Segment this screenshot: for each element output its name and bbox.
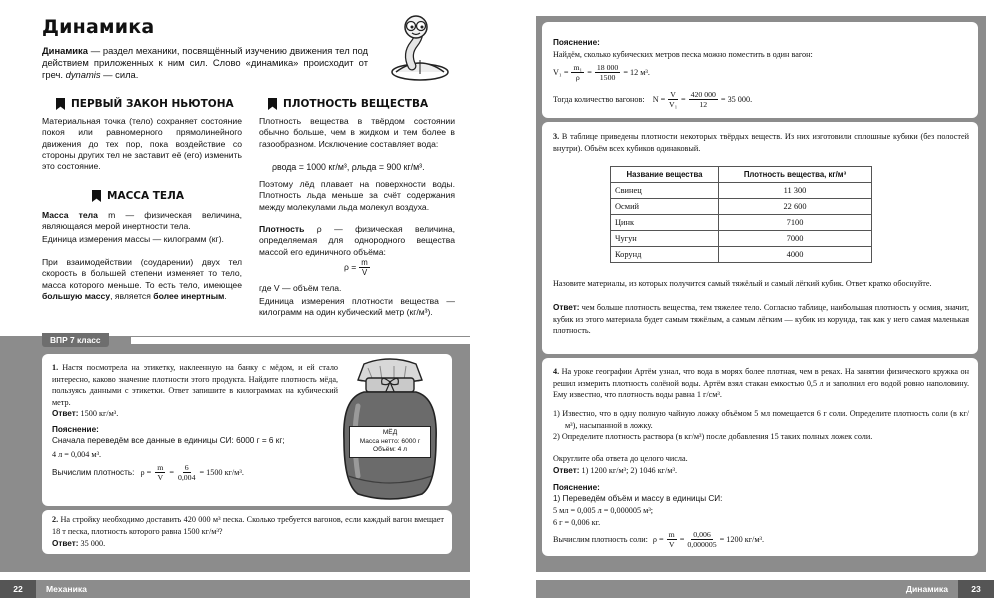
task-1-answer <box>52 408 118 420</box>
f1-d2: 1500 <box>599 73 616 82</box>
task-1-number: 1. <box>52 363 59 372</box>
formula-rho: ρ = <box>344 261 357 272</box>
task-4-calc: Вычислим плотность соли: ρ = $\frac{m}{V}$ = $\frac{0,006}{0,000005}$ = 1200 кг/м³. <box>553 530 765 549</box>
task-1-expl-1: Сначала переведём все данные в единицы СИ: 6000 г = 6 кг; <box>52 436 285 445</box>
footer-section-right: Динамика <box>905 584 948 594</box>
section-mass-title <box>92 190 184 202</box>
page-number-right: 23 <box>958 580 994 598</box>
table-row <box>611 183 872 199</box>
task-4-answer <box>553 465 677 477</box>
section-density-title <box>268 98 428 110</box>
section-mass-label: МАССА ТЕЛА <box>107 190 184 202</box>
substance-name: Цинк <box>611 215 719 231</box>
mass-unit: Единица измерения массы — килограмм (кг). <box>42 234 224 244</box>
intro-text: — раздел механики, посвящённый изучению движения тел под действием приложенных к ним сил. Слово «динамика» происходит от греч. <box>42 45 368 81</box>
footer-section-left: Механика <box>46 584 87 594</box>
t1-den2: 0,004 <box>177 473 196 482</box>
f2-d1: V₁ <box>668 100 678 109</box>
substance-density: 7000 <box>719 231 872 247</box>
bookmark-icon <box>56 98 65 110</box>
density-intro: Плотность вещества в твёрдом состоянии обычно больше, чем в жидком и тем более в газообразном. Исключение составляет вода: <box>259 116 455 149</box>
section-newton-title <box>56 98 234 110</box>
task-2-text <box>52 514 444 537</box>
density-unit: Единица измерения плотности вещества — килограмм на один кубический метр (кг/м³). <box>259 296 455 318</box>
mass-term: Масса тела <box>42 210 98 220</box>
f2-n1: V <box>670 90 676 99</box>
table-row <box>611 215 872 231</box>
task-3-text <box>553 131 969 154</box>
f1-n2: 18 000 <box>596 63 619 72</box>
f2-lhs: N = <box>652 94 666 104</box>
formula-denominator: V <box>361 268 368 277</box>
mass-def: m — физическая величина, являющаяся мерой инертности тела. <box>42 210 242 232</box>
bookmark-icon <box>92 190 101 202</box>
water-ice-densities: ρвода = 1000 кг/м³, ρльда = 900 кг/м³. <box>272 162 425 172</box>
ice-floats-text: Поэтому лёд плавает на поверхности воды. Плотность льда меньше за счёт содержания между молекулами льда молекул воздуха. <box>259 179 455 212</box>
f2-d2: 12 <box>699 100 708 109</box>
task-1-text <box>52 362 338 408</box>
t4-d1: V <box>668 540 675 549</box>
t1-den1: V <box>157 473 164 482</box>
mass-definition <box>42 210 242 233</box>
task-3-question: В таблице приведены плотности некоторых твёрдых веществ. Из них изготовили сплошные кубики (без полостей внутри). Объём всех кубиков одинаковый. <box>553 132 969 153</box>
f1-d1: ρ <box>575 73 580 82</box>
task-4-number: 4. <box>553 367 560 376</box>
substance-name: Корунд <box>611 247 719 263</box>
t4-n1: m <box>668 530 675 539</box>
t4-n2: 0,006 <box>693 530 711 539</box>
task-2-answer <box>52 538 105 550</box>
section-density-label: ПЛОТНОСТЬ ВЕЩЕСТВА <box>283 98 429 110</box>
substance-density: 11 300 <box>719 183 872 199</box>
table-row <box>611 231 872 247</box>
task-3-number: 3. <box>553 132 560 141</box>
task-1-question: Настя посмотрела на этикетку, наклеенную на банку с мёдом, и ей стало интересно, каково значение плотности этого продукта. Найдите плотность мёда, пользуясь данными с этикетки. Ответ запишите в килограммах на кубический метр. <box>52 363 338 407</box>
task-4-expl-3: 6 г = 0,006 кг. <box>553 518 601 527</box>
vpr-label: ВПР 7 класс <box>42 333 109 347</box>
section-newton-label: ПЕРВЫЙ ЗАКОН НЬЮТОНА <box>71 98 234 110</box>
t1-num2: 6 <box>184 463 189 472</box>
task-3-answer-label: Ответ: <box>553 303 580 312</box>
task-4-text <box>553 366 969 401</box>
bookworm-illustration <box>386 14 454 84</box>
t4-res: = 1200 кг/м³. <box>719 534 765 544</box>
task-1-answer-label: Ответ: <box>52 409 79 418</box>
vpr-top-strip <box>131 337 471 344</box>
f1-lhs: V₁ = <box>553 67 569 77</box>
t4-d2: 0,000005 <box>687 540 717 549</box>
task-4-q1: 1) Известно, что в одну полную чайную ложку объёмом 5 мл помещается 6 г соли. Определите плотность соли (в кг/м³), насыпанной в ложку. <box>553 409 969 430</box>
f2-res: = 35 000. <box>720 94 753 104</box>
mass-bold-1: большую массу <box>42 290 111 301</box>
task-4-q2: 2) Определите плотность раствора (в кг/м³) после добавления 15 таких полных ложек соли. <box>553 432 873 441</box>
page-title: Динамика <box>42 16 155 38</box>
expl-text-2: Тогда количество вагонов: <box>553 94 645 104</box>
t1-num1: m <box>157 463 164 472</box>
task-4-answer-value: 1) 1200 кг/м³; 2) 1046 кг/м³. <box>579 466 677 475</box>
footer-left <box>0 580 470 598</box>
mass-text-3: . <box>224 290 227 301</box>
task-3-answer-value: чем больше плотность вещества, тем тяжелее тело. Согласно таблице, наибольшая плотность у осмия, значит, кубик из этого материала будет самым тяжёлым, а самым лёгким — кубик из корунда, так как у него самая маленькая плотность. <box>553 303 969 336</box>
bookmark-icon <box>268 98 277 110</box>
jar-label-mass: Масса нетто: 6000 г <box>359 437 421 445</box>
expl-formula-1: V₁ = $\frac{\text{m₁}}{\rho}$ = $\frac{18 000}{1500}$ = 12 м³. <box>553 63 650 82</box>
newton-law-text: Материальная точка (тело) сохраняет состояние покоя или равномерного прямолинейного движения до тех пор, пока воздействие со стороны других тел не заставит её (его) изменить это состояние. <box>42 116 242 172</box>
task-4-calc-label: Вычислим плотность соли: <box>553 534 648 544</box>
density-table <box>610 166 872 263</box>
task-4-round: Округлите оба ответа до целого числа. <box>553 454 688 463</box>
task-1-calc: Вычислим плотность: ρ = $\frac{m}{V}$ = $\frac{6}{0,004}$ = 1500 кг/м³. <box>52 463 244 482</box>
mass-text-1: При взаимодействии (соударении) двух тел скорость в большей степени изменяет то тело, масса которого меньше. То есть тело, имеющее <box>42 257 242 290</box>
expl-formula-2: Тогда количество вагонов: N = $\frac{V}{\text{V₁}}$ = $\frac{420 000}{12}$ = 35 000. <box>553 90 753 109</box>
intro-tail: — сила. <box>100 69 139 81</box>
substance-density: 7100 <box>719 215 872 231</box>
density-definition <box>259 224 455 258</box>
substance-name: Свинец <box>611 183 719 199</box>
task-1-expl-2: 4 л = 0,004 м³. <box>52 450 102 459</box>
task-1-expl-label: Пояснение: <box>52 425 99 434</box>
expl-text-1: Найдём, сколько кубических метров песка можно поместить в один вагон: <box>553 50 813 59</box>
task-3-prompt: Назовите материалы, из которых получится самый тяжёлый и самый лёгкий кубик. Ответ кратко обоснуйте. <box>553 279 932 288</box>
task-2-answer-value: 35 000. <box>78 539 106 548</box>
jar-label-title: МЁД <box>382 429 398 436</box>
table-row <box>611 199 872 215</box>
f2-n2: 420 000 <box>690 90 716 99</box>
task-1-calc-label: Вычислим плотность: <box>52 467 135 477</box>
mass-interaction-text <box>42 257 242 302</box>
task-1-answer-value: 1500 кг/м³. <box>78 409 119 418</box>
task-2-answer-label: Ответ: <box>52 539 79 548</box>
intro-paragraph <box>42 45 368 82</box>
intro-term: Динамика <box>42 45 88 56</box>
task-4-question: На уроке географии Артём узнал, что вода в морях более плотная, чем в реках. На занятии физического кружка он решил измерить плотность солёной воды. Артём взял стакан емкостью 0,5 л и заполнил его водой ровно наполовину. Ему известно, что плотность воды равна 1 г/см³. <box>553 367 969 400</box>
task-4-expl-label: Пояснение: <box>553 483 600 492</box>
task-4-expl-1: 1) Переведём объём и массу в единицы СИ: <box>553 494 723 503</box>
table-header-name: Название вещества <box>611 167 719 183</box>
formula-numerator: m <box>361 258 368 267</box>
substance-density: 22 600 <box>719 199 872 215</box>
table-row <box>611 247 872 263</box>
volume-note: где V — объём тела. <box>259 283 342 293</box>
substance-name: Осмий <box>611 199 719 215</box>
task-4-answer-label: Ответ: <box>553 466 580 475</box>
substance-name: Чугун <box>611 231 719 247</box>
density-term: Плотность <box>259 224 305 234</box>
substance-density: 4000 <box>719 247 872 263</box>
task-4-expl-2: 5 мл = 0,005 л = 0,000005 м³; <box>553 506 654 515</box>
intro-word: dynamis <box>65 69 101 81</box>
f1-res: = 12 м³. <box>623 67 650 77</box>
jar-label <box>349 426 431 458</box>
mass-text-2: , является <box>110 290 154 301</box>
density-formula <box>344 258 370 277</box>
task-2-question: На стройку необходимо доставить 420 000 м³ песка. Сколько требуется вагонов, если каждый вагон вмещает 18 т песка, плотность которого равна 1500 кг/м³? <box>52 515 444 536</box>
task-3-answer <box>553 302 969 337</box>
task-2-number: 2. <box>52 515 59 524</box>
expl-label: Пояснение: <box>553 38 600 47</box>
f1-n1: m₁ <box>573 63 583 72</box>
page-number-left: 22 <box>0 580 36 598</box>
jar-label-volume: Объём: 4 л <box>372 446 408 454</box>
footer-right <box>536 580 994 598</box>
mass-bold-2: более инертным <box>153 290 225 301</box>
density-def: ρ — физическая величина, определяемая для однородного вещества массой его единичного объёма: <box>259 224 455 257</box>
t1-result: = 1500 кг/м³. <box>199 467 244 477</box>
table-header-density: Плотность вещества, кг/м³ <box>719 167 872 183</box>
